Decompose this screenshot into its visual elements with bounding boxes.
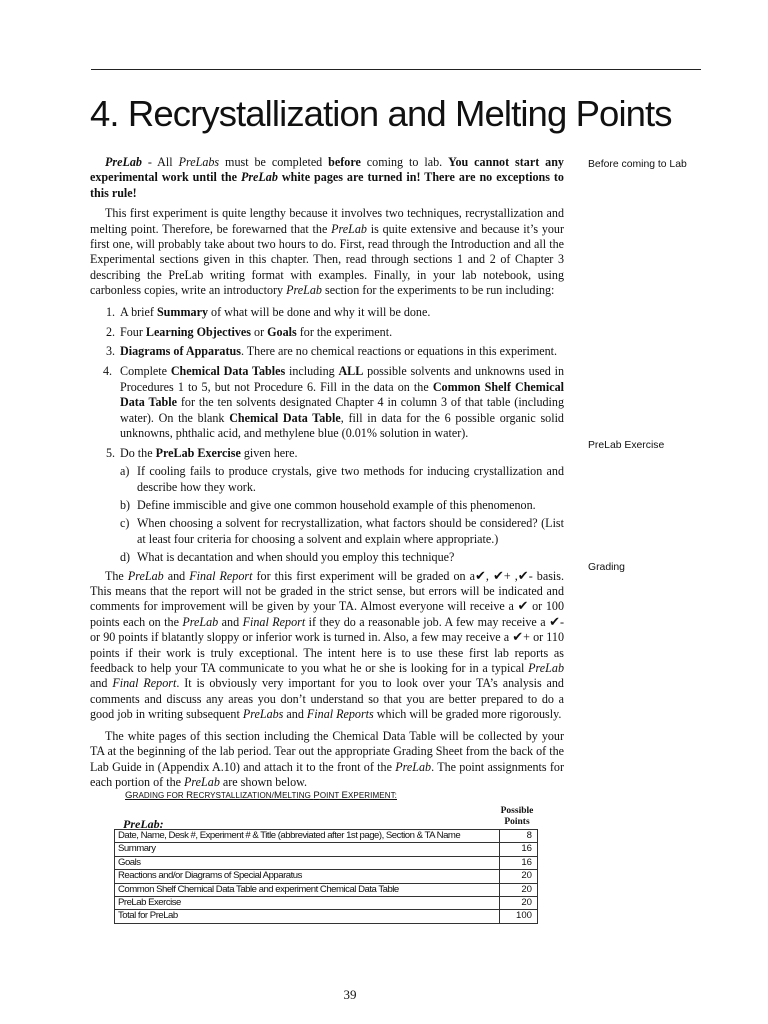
text-span: - All (141, 155, 179, 169)
text-span: . There are no chemical reactions or equations in this experiment. (240, 344, 558, 359)
row-points: 100 (500, 910, 538, 923)
checkmark-icon: ✔ (517, 568, 529, 584)
text-span: Chemical Data Tables (170, 364, 286, 379)
text-span: for this first experiment will be graded on a (252, 568, 475, 583)
list-item (90, 364, 564, 441)
exercise-question (120, 550, 564, 565)
text-span: Summary (156, 304, 209, 319)
question-letter: c) (120, 516, 130, 531)
text-span: Do the (120, 445, 156, 460)
text-span: PreLab (395, 759, 432, 774)
text-span: Final Report (242, 614, 306, 629)
text-span: PreLab (182, 614, 219, 629)
checkmark-icon: ✔ (549, 614, 560, 630)
prelab-exercise-list (120, 464, 564, 565)
margin-note-grading: Grading (588, 562, 625, 573)
text-span: - or 90 points if blatantly sloppy or inferior work is turned in. Also, a few may receive a (90, 614, 565, 645)
text-span: Complete (120, 364, 171, 379)
text-span: PreLab (286, 283, 322, 298)
row-points: 20 (500, 870, 538, 883)
text-span: A brief (120, 304, 157, 319)
text-span: PreLab (127, 568, 164, 583)
text-span: G (125, 790, 133, 801)
item-number: 2. (106, 324, 116, 339)
text-span: before (328, 155, 361, 169)
table-row (115, 910, 538, 923)
points-header-line: Points (504, 817, 530, 827)
text-span: PreLabs (242, 707, 284, 722)
question-letter: a) (120, 464, 130, 479)
text-span: Diagrams of Apparatus (120, 344, 241, 359)
text-span: E (341, 790, 348, 801)
text-span: if they do a reasonable job. A few may receive a (305, 614, 550, 629)
item-number: 4. (103, 364, 113, 379)
list-item (90, 446, 564, 565)
text-span: PreLab (184, 774, 220, 789)
row-description: Date, Name, Desk #, Experiment # & Title (abbreviated after 1st page), Section & TA Name (115, 830, 500, 843)
text-span: given here. (240, 445, 298, 460)
text-span: Four (120, 324, 146, 339)
text-span: section for the experiments to be run including: (321, 283, 555, 298)
text-span: possible solvents and unknowns used in Procedures 1 to 5, but not Procedure 6. Fill in the data on the (120, 364, 565, 394)
text-span: PreLab Exercise (155, 445, 241, 460)
row-description: Common Shelf Chemical Data Table and experiment Chemical Data Table (115, 883, 500, 896)
checkmark-icon: ✔ (512, 630, 524, 646)
page-number: 39 (343, 987, 357, 1002)
list-item (90, 305, 564, 320)
question-text: When choosing a solvent for recrystallization, what factors should be considered? (List at least four criteria for choosing a solvent and explain where appropriate.) (137, 516, 564, 546)
question-letter: b) (120, 497, 131, 512)
row-points: 16 (500, 856, 538, 869)
text-span: . It is obviously very important for you to look over your TA’s analysis and comments and discuss any areas you don’t understand so that you are better prepared to do a good job in writing subsequent (90, 676, 564, 722)
prelab-requirements-list (90, 305, 564, 565)
text-span: , (485, 568, 493, 583)
text-span: The (105, 568, 128, 583)
text-span: This first experiment is quite lengthy because it involves two techniques, recrystallization and melting point. Therefore, be forewarned that the (90, 206, 564, 236)
row-points: 8 (500, 830, 538, 843)
exercise-question (120, 464, 564, 495)
text-span: You cannot start any experimental work until the (90, 155, 564, 185)
text-span: OINT (319, 791, 342, 800)
text-span: PreLabs (178, 155, 220, 169)
table-row (115, 856, 538, 869)
grading-table (114, 829, 538, 924)
text-span: RADING FOR (132, 791, 187, 800)
text-span: Common Shelf Chemical Data Table (120, 379, 564, 410)
text-span: including (285, 364, 339, 379)
text-span: is quite extensive and because it’s your first one, will probably take about two hours to do. First, read through the Introduction and all the Experimental sections given in this chapter. Then, read through sections 1 and 2 of Chapter 3 describing the PreLab writing format with examples. Finally, in your lab notebook, using carbonless copies, write an introductory (90, 221, 564, 298)
text-span: must be completed (219, 155, 329, 169)
text-span: white pages are turned in! There are no exceptions to this rule! (90, 170, 564, 200)
chapter-title: 4. Recrystallization and Melting Points (90, 93, 672, 134)
row-description: Reactions and/or Diagrams of Special Apparatus (115, 870, 500, 883)
margin-note-before-lab: Before coming to Lab (588, 159, 687, 170)
text-span: ELTING (282, 791, 314, 800)
text-span: ALL (338, 364, 364, 379)
exercise-question (120, 516, 564, 547)
row-description: Summary (115, 843, 500, 856)
row-points: 20 (500, 897, 538, 910)
table-row (115, 830, 538, 843)
text-span: coming to lab. (360, 155, 449, 169)
text-span: and (90, 676, 113, 691)
text-span: and (283, 707, 307, 722)
text-span: PreLab (528, 661, 564, 676)
exercise-question (120, 498, 564, 513)
text-span: and (163, 568, 190, 583)
checkmark-icon: ✔ (517, 599, 529, 615)
intro-paragraph (90, 155, 564, 201)
text-span: PreLab (331, 221, 367, 236)
item-number: 1. (106, 304, 116, 319)
text-span: + or 110 points if their work is truly exceptional. The intent here is to use these first lab reports as feedback to help your TA communicate to you what he or she is looking for in a typical (90, 630, 565, 676)
text-span: PreLab (240, 170, 278, 185)
checkmark-icon: ✔ (492, 568, 504, 584)
table-row (115, 870, 538, 883)
text-span: The white pages of this section including the Chemical Data Table will be collected by your TA at the beginning of the lab period. Tear out the appropriate Grading Sheet from the back of the Lab Guide in (Appendix A.10) and attach it to the front of the (90, 728, 564, 774)
row-description: PreLab Exercise (115, 897, 500, 910)
text-span: . The point assignments for each portion of the (90, 759, 565, 789)
text-span: which will be graded more rigorously. (373, 707, 562, 722)
text-span: are shown below. (219, 774, 308, 789)
prelab-section-label: PreLab: (123, 817, 164, 831)
table-row (115, 883, 538, 896)
question-text: If cooling fails to produce crystals, give two methods for inducing crystallization and describe how they work. (137, 464, 564, 494)
text-span: Goals (267, 324, 297, 339)
row-description: Goals (115, 856, 500, 869)
text-span: Final Report (112, 676, 177, 691)
row-points: 16 (500, 843, 538, 856)
main-text (90, 155, 564, 796)
text-span: ECRYSTALLIZATION/ (193, 791, 274, 800)
text-span: R (186, 790, 194, 801)
text-span: Chemical Data Table (229, 410, 341, 425)
text-span: Final Reports (306, 707, 374, 722)
top-rule (91, 69, 701, 70)
text-span: for the ten solvents designated Chapter 4 in column 3 of that table (including water). On the blank (120, 395, 564, 425)
intro-prelab-term: PreLab (105, 155, 142, 169)
list-item (90, 344, 564, 359)
row-points: 20 (500, 883, 538, 896)
row-description: Total for PreLab (115, 910, 500, 923)
grading-table-heading (125, 790, 397, 801)
text-span: , fill in data for the 6 possible organic solid unknowns, phthalic acid, and methylene blue (0.01% solution in water). (120, 410, 564, 440)
item-number: 3. (106, 344, 116, 359)
paragraph-collection (90, 729, 564, 791)
text-span: Final Report (189, 568, 253, 583)
question-text: Define immiscible and give one common household example of this phenomenon. (137, 497, 536, 512)
list-item (90, 325, 564, 340)
table-row (115, 897, 538, 910)
points-header-line: Possible (500, 806, 534, 816)
checkmark-icon: ✔ (475, 568, 486, 584)
text-span: for the experiment. (296, 324, 393, 339)
text-span: M (273, 790, 283, 801)
possible-points-header (496, 806, 538, 828)
text-span: Learning Objectives (145, 324, 252, 339)
text-span: or (251, 324, 268, 339)
table-row (115, 843, 538, 856)
paragraph-grading (90, 569, 564, 723)
text-span: P (313, 790, 320, 801)
question-letter: d) (120, 549, 131, 564)
item-number: 5. (106, 445, 116, 460)
text-span: XPERIMENT: (348, 791, 398, 800)
question-text: What is decantation and when should you employ this technique? (137, 549, 455, 564)
margin-note-prelab-exercise: PreLab Exercise (588, 440, 665, 451)
text-span: or 100 points each on the (90, 599, 564, 629)
text-span: + , (503, 568, 518, 583)
text-span: of what will be done and why it will be done. (208, 304, 431, 319)
text-span: and (218, 614, 243, 629)
paragraph-overview (90, 206, 564, 298)
text-span: - basis. This means that the report will not be graded in the strict sense, but errors will be indicated and comments for improvement will be given by your TA. Almost everyone will receive a (90, 568, 564, 614)
